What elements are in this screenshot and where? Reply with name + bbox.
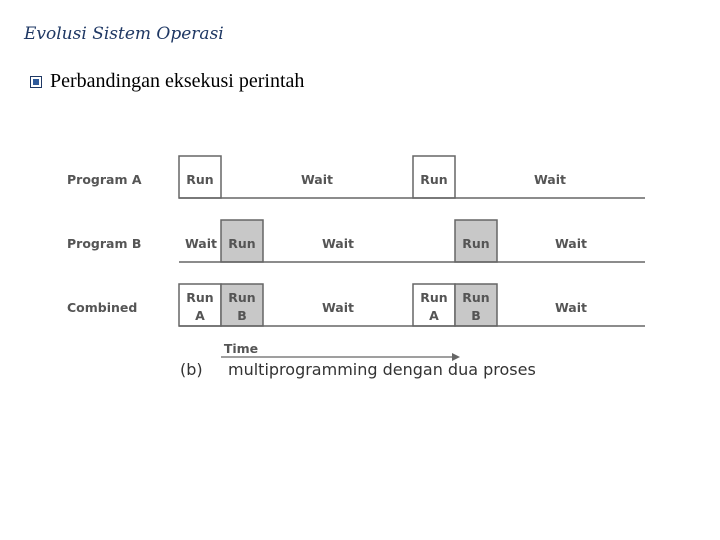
caption-text: multiprogramming dengan dua proses: [228, 360, 536, 379]
segment-label: Wait: [300, 172, 334, 187]
slide-title: Evolusi Sistem Operasi: [24, 24, 224, 44]
segment-label: Run: [186, 290, 214, 305]
time-label: Time: [223, 341, 259, 356]
timeline-row-program-a: [179, 156, 645, 198]
segment-label: Wait: [554, 300, 588, 315]
timeline-row-program-b: [179, 220, 645, 262]
row-label-program-a: Program A: [67, 172, 142, 187]
segment-sublabel: A: [195, 308, 205, 323]
segment-sublabel: B: [237, 308, 247, 323]
segment-label: Wait: [321, 300, 355, 315]
caption-prefix: (b): [180, 360, 203, 379]
segment-label: Run: [420, 290, 448, 305]
row-label-combined: Combined: [67, 300, 138, 315]
segment-label: Run: [228, 290, 256, 305]
segment-label: Wait: [184, 236, 218, 251]
time-axis: [221, 341, 460, 361]
segment-label: Run: [186, 172, 214, 187]
segment-label: Wait: [554, 236, 588, 251]
segment-label: Run: [420, 172, 448, 187]
segment-label: Wait: [321, 236, 355, 251]
segment-sublabel: A: [429, 308, 439, 323]
segment-label: Run: [228, 236, 256, 251]
segment-label: Wait: [533, 172, 567, 187]
segment-label: Run: [462, 236, 490, 251]
bullet-text: Perbandingan eksekusi perintah: [50, 70, 305, 92]
row-label-program-b: Program B: [67, 236, 142, 251]
timeline-row-combined: [179, 284, 645, 326]
segment-sublabel: B: [471, 308, 481, 323]
segment-label: Run: [462, 290, 490, 305]
